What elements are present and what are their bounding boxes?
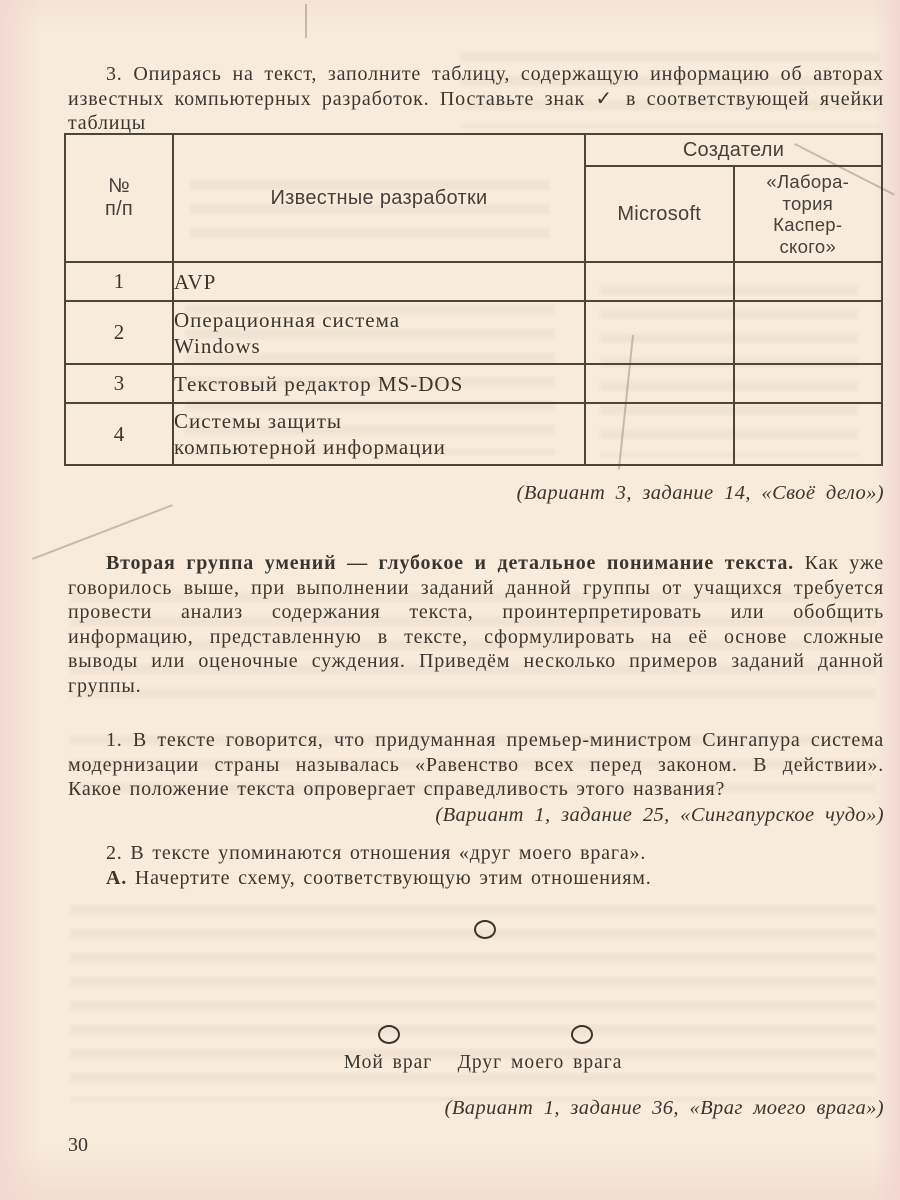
kaspersky-line: Каспер-	[773, 214, 843, 235]
col-header-creators: Создатели	[585, 134, 882, 166]
table-row	[65, 403, 882, 465]
development-line: Системы защиты	[174, 409, 343, 433]
checkbox-cell-kaspersky[interactable]	[734, 301, 883, 364]
diagram-label-enemys-friend: Друг моего врага	[457, 1052, 623, 1073]
checkbox-cell-microsoft[interactable]	[585, 301, 734, 364]
section-lead-paragraph	[68, 551, 884, 699]
diagram-circle-left	[378, 1025, 400, 1044]
checkbox-cell-microsoft[interactable]	[585, 403, 734, 465]
kaspersky-line: ского»	[779, 235, 837, 257]
table-row	[65, 262, 882, 301]
page-number: 30	[68, 1134, 88, 1156]
attribution-task14: (Вариант 3, задание 14, «Своё дело»)	[516, 482, 884, 504]
row-number: 2	[65, 301, 173, 364]
col-header-kaspersky	[734, 166, 883, 262]
checkbox-cell-kaspersky[interactable]	[734, 364, 883, 403]
diagram-circle-top	[474, 920, 496, 939]
attribution-task36: (Вариант 1, задание 36, «Враг моего врага»)	[444, 1097, 884, 1119]
checkbox-cell-microsoft[interactable]	[585, 262, 734, 301]
table-row	[65, 364, 882, 403]
task2a-text: Начертите схему, соответствующую этим отношениям.	[127, 866, 652, 889]
col-header-num	[65, 134, 173, 262]
row-number: 3	[65, 364, 173, 403]
development-line: Windows	[174, 333, 261, 358]
development-line: Операционная система	[174, 307, 401, 332]
table-header-row-creators	[65, 134, 882, 166]
development-line: компьютерной информации	[174, 435, 446, 459]
row-development	[173, 262, 585, 301]
example-task2-line: 2. В тексте упоминаются отношения «друг моего врага».	[106, 842, 647, 864]
row-development	[173, 364, 585, 403]
attribution-task25: (Вариант 1, задание 25, «Сингапурское чудо»)	[435, 804, 884, 826]
row-number: 1	[65, 262, 173, 301]
task2a-prefix: А.	[106, 866, 128, 889]
num-header-line1: №	[108, 175, 130, 197]
row-development	[173, 301, 585, 364]
kaspersky-line: тория	[782, 192, 834, 214]
row-number: 4	[65, 403, 173, 465]
kaspersky-line: «Лабора-	[766, 171, 850, 192]
table-row	[65, 301, 882, 364]
checkbox-cell-kaspersky[interactable]	[734, 262, 883, 301]
example-task2a-line	[68, 866, 884, 891]
col-header-microsoft: Microsoft	[585, 166, 734, 262]
section-lead-rest: Как уже говорилось выше, при выполнении заданий данной группы от учащихся требуется провести анализ содержания текста, проинтерпретировать или обобщить информацию, представленную в тексте, сформулировать на её основе сложные выводы или оценочные суждения. Приведём несколько примеров заданий данной группы.	[68, 552, 884, 697]
scan-scratch	[305, 4, 307, 38]
task3-text: 3. Опираясь на текст, заполните таблицу, содержащую информацию об авторах известных компьютерных разработок. Поставьте знак ✓ в соответствующей ячейки таблицы	[68, 63, 884, 135]
diagram-label-my-enemy: Мой враг	[343, 1052, 433, 1073]
developers-table	[64, 133, 883, 466]
num-header-line2: п/п	[104, 198, 134, 220]
example-task2-block	[68, 841, 884, 890]
checkbox-cell-kaspersky[interactable]	[734, 403, 883, 465]
checkbox-cell-microsoft[interactable]	[585, 364, 734, 403]
example-task1-paragraph: 1. В тексте говорится, что придуманная премьер-министром Сингапура система модернизации страны называлась «Равенство всех перед законом. В действии». Какое положение текста опровергает справедливость этого названия?	[68, 729, 884, 801]
col-header-developments: Известные разработки	[173, 134, 585, 262]
task3-paragraph	[68, 62, 884, 136]
development-line: AVP	[174, 269, 217, 294]
section-lead-bold: Вторая группа умений — глубокое и детальное понимание текста.	[106, 552, 794, 574]
row-development	[173, 403, 585, 465]
diagram-circle-right	[571, 1025, 593, 1044]
development-line: Текстовый редактор MS-DOS	[174, 371, 464, 396]
